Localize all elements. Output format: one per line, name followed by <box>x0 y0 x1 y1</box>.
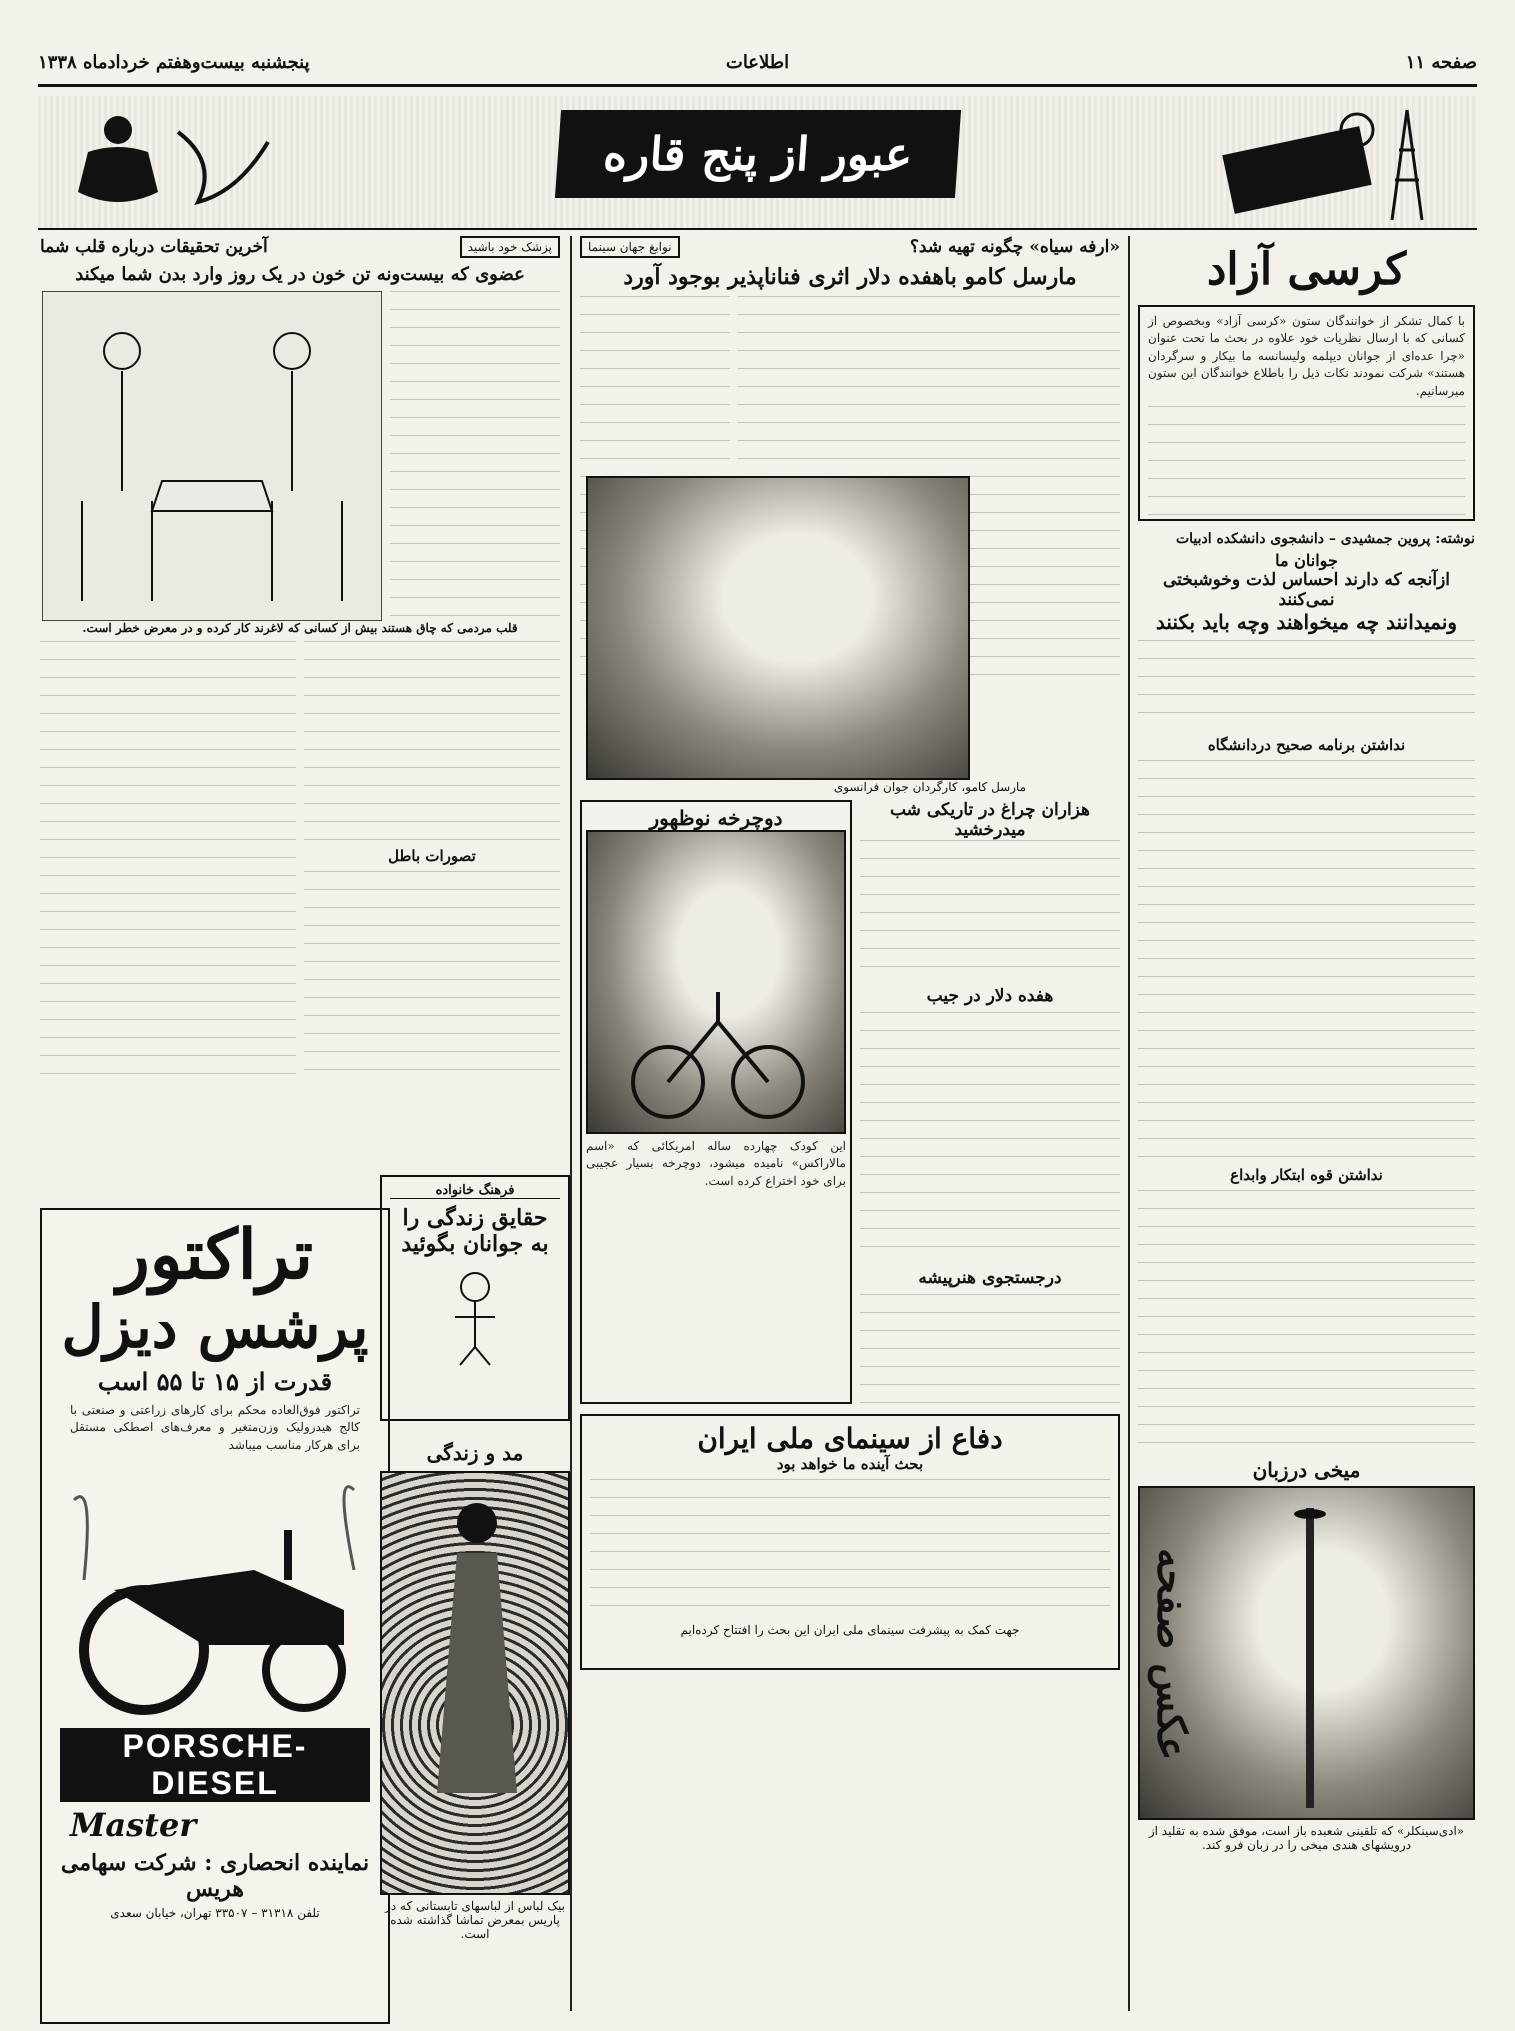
ad-contact: تلفن ۳۱۳۱۸ – ۳۳۵۰۷ تهران، خیابان سعدی <box>110 1906 320 1921</box>
header-rule <box>38 84 1477 87</box>
dancer-illustration-icon <box>48 102 278 222</box>
family-fashion-column <box>380 1175 570 2005</box>
dress-figure-icon <box>432 1493 522 1873</box>
camus-headline: مارسل کامو باهفده دلار اثری فنانا‌پذیر بوجود آورد <box>623 264 1077 290</box>
family-culture-box <box>380 1175 570 1421</box>
text-lines <box>860 840 1120 980</box>
kursi-azad-intro: با کمال تشکر از خوانندگان ستون «کرسی آزاد» وبخصوص از کسانی که با ارسال نظریات خود علاوه در بحث ما تحت عنوان «چرا عده‌ای از جوانان دیپلمه ولیسانسه ما بیکار و سرگردان هستند» شرکت نمودند نکات ذیل را باطلاع خوانندگان این ستون میرسانیم. <box>1148 314 1465 398</box>
article-byline: نوشته: پروین جمشیدی – دانشجوی دانشکده ادبیات <box>1175 531 1475 547</box>
text-lines <box>860 1012 1120 1262</box>
ad-brand-persian: پرشس دیزل <box>61 1293 369 1362</box>
heart-headline: عضوی که بیست‌ونه تن خون در یک روز وارد بدن شما میکند <box>75 264 525 285</box>
cinema-tag: نوابغ جهان سینما <box>580 236 680 258</box>
headline-youth: جوانان ما <box>1275 551 1338 570</box>
subhead-university: نداشتن برنامه صحیح دردانشگاه <box>1207 736 1406 754</box>
ad-exclusive-agent: نماینده انحصاری : شرکت سهامی هریس <box>60 1850 370 1903</box>
fashion-caption: بیک لباس از لباسهای تابستانی که در پاریس بمعرض تماشا گذاشته شده است. <box>385 1899 565 1941</box>
column-divider <box>570 236 572 2011</box>
health-kicker: آخرین تحقیقات درباره قلب شما <box>40 237 268 257</box>
subhead-seventeen-dollars: هفده دلار در جیب <box>926 986 1054 1006</box>
column-cinema <box>580 236 1120 2011</box>
national-cinema-sub: بحث آینده ما خواهد بود <box>776 1455 924 1473</box>
headline-what-to-do: ونمیدانند چه میخواهند وچه باید بکنند <box>1155 610 1458 634</box>
nail-icon <box>1290 1508 1330 1808</box>
text-lines <box>40 641 296 1081</box>
text-lines <box>860 1294 1120 1404</box>
family-figures-icon <box>390 1257 560 1367</box>
text-lines <box>304 641 560 841</box>
text-lines <box>590 1479 1110 1619</box>
page-number: صفحه ۱۱ <box>1405 52 1477 73</box>
health-tag: پزشک خود باشید <box>460 236 560 258</box>
text-lines <box>390 291 560 621</box>
tractor-advertisement <box>40 1208 390 2024</box>
family-headline: حقایق زندگی را به جوانان بگوئید <box>401 1205 549 1257</box>
section-banner <box>38 96 1477 230</box>
text-lines <box>1138 760 1475 1160</box>
bicycle-icon <box>628 982 808 1122</box>
heart-illustration-caption: قلب مردمی که چاق هستند بیش از کسانی که لاغرند کار کرده و در معرض خطر است. <box>82 621 518 635</box>
bicycle-caption: این کودک چهارده ساله امریکائی که «اسم مالاراکس» نامیده میشود، دوچرخه بسیار عجیبی برای خود اختراع کرده است. <box>586 1139 846 1188</box>
subhead-false-notions: تصورات باطل <box>388 847 476 865</box>
nail-photo-caption: «ادی‌سینکلر» که تلقینی شعبده باز است، موفق شده به تقلید از درویشهای هندی میخی را در زبان فرو کند. <box>1148 1824 1465 1852</box>
national-cinema-foot: جهت کمک به پیشرفت سینمای ملی ایران این بحث را افتتاح کرده‌ایم <box>680 1623 1020 1637</box>
nail-in-tongue-photo <box>1138 1486 1475 1820</box>
text-lines <box>1138 1190 1475 1450</box>
nail-photo-title: میخی درزبان <box>1252 1458 1361 1482</box>
camus-photo-caption: مارسل کامو، کارگردان جوان فرانسوی <box>833 780 1027 794</box>
national-cinema-headline: دفاع از سینمای ملی ایران <box>697 1422 1003 1455</box>
kursi-azad-title: کرسی آزاد <box>1206 244 1407 295</box>
subhead-lights: هزاران چراغ در تاریکی شب میدرخشید <box>889 800 1091 840</box>
cinema-debate-box <box>580 1414 1120 1670</box>
bicycle-photo <box>586 830 846 1134</box>
column-free-seat <box>1138 236 1475 2011</box>
ad-description: تراکتور فوق‌العاده محکم برای کارهای زراعتی و صنعتی با کالج هیدرولیک وزن‌متغیر و معرف‌های اصطکی مستقل برای هرکار مناسب میباشد <box>70 1402 360 1452</box>
paper-name: اطلاعات <box>725 52 790 73</box>
ad-porsche-diesel-logo: PORSCHE-DIESEL <box>60 1728 370 1802</box>
family-tag: فرهنگ خانواده <box>390 1183 560 1199</box>
subhead-actor-search: درجستجوی هنرپیشه <box>918 1268 1062 1288</box>
tractor-icon <box>54 1460 380 1720</box>
issue-date: پنجشنبه بیست‌وهفتم خردادماه ۱۳۳۸ <box>38 52 310 73</box>
page-header <box>38 52 1477 86</box>
photo-side-label: عکس صفحه <box>1148 1548 1195 1761</box>
text-lines <box>1148 406 1465 521</box>
subhead-initiative: نداشتن قوه ابتکار وابداع <box>1230 1166 1383 1184</box>
fashion-title: مد و زندگی <box>426 1441 524 1465</box>
ad-power: قدرت از ۱۵ تا ۵۵ اسب <box>97 1366 333 1396</box>
banner-title: عبور از پنج قاره <box>555 110 961 198</box>
text-lines <box>1138 640 1475 730</box>
ad-tractor-title: تراکتور <box>116 1215 314 1295</box>
dining-couple-illustration <box>42 291 382 621</box>
headline-happiness: ازآنجه که دارند احساس لذت وخوشبختی نمی‌کنند <box>1162 570 1451 610</box>
fashion-dress-photo <box>380 1471 570 1895</box>
column-divider <box>1128 236 1130 2011</box>
bicycle-title: دوچرخه نوظهور <box>649 806 783 830</box>
cinema-kicker: «ارفه سیاه» چگونه تهیه شد؟ <box>909 237 1120 257</box>
eiffel-tower-icon <box>1207 100 1467 224</box>
camus-portrait-photo <box>586 476 970 780</box>
kursi-azad-intro-box <box>1138 305 1475 521</box>
text-lines <box>304 871 560 1081</box>
ad-model-logo: Master <box>70 1806 197 1845</box>
